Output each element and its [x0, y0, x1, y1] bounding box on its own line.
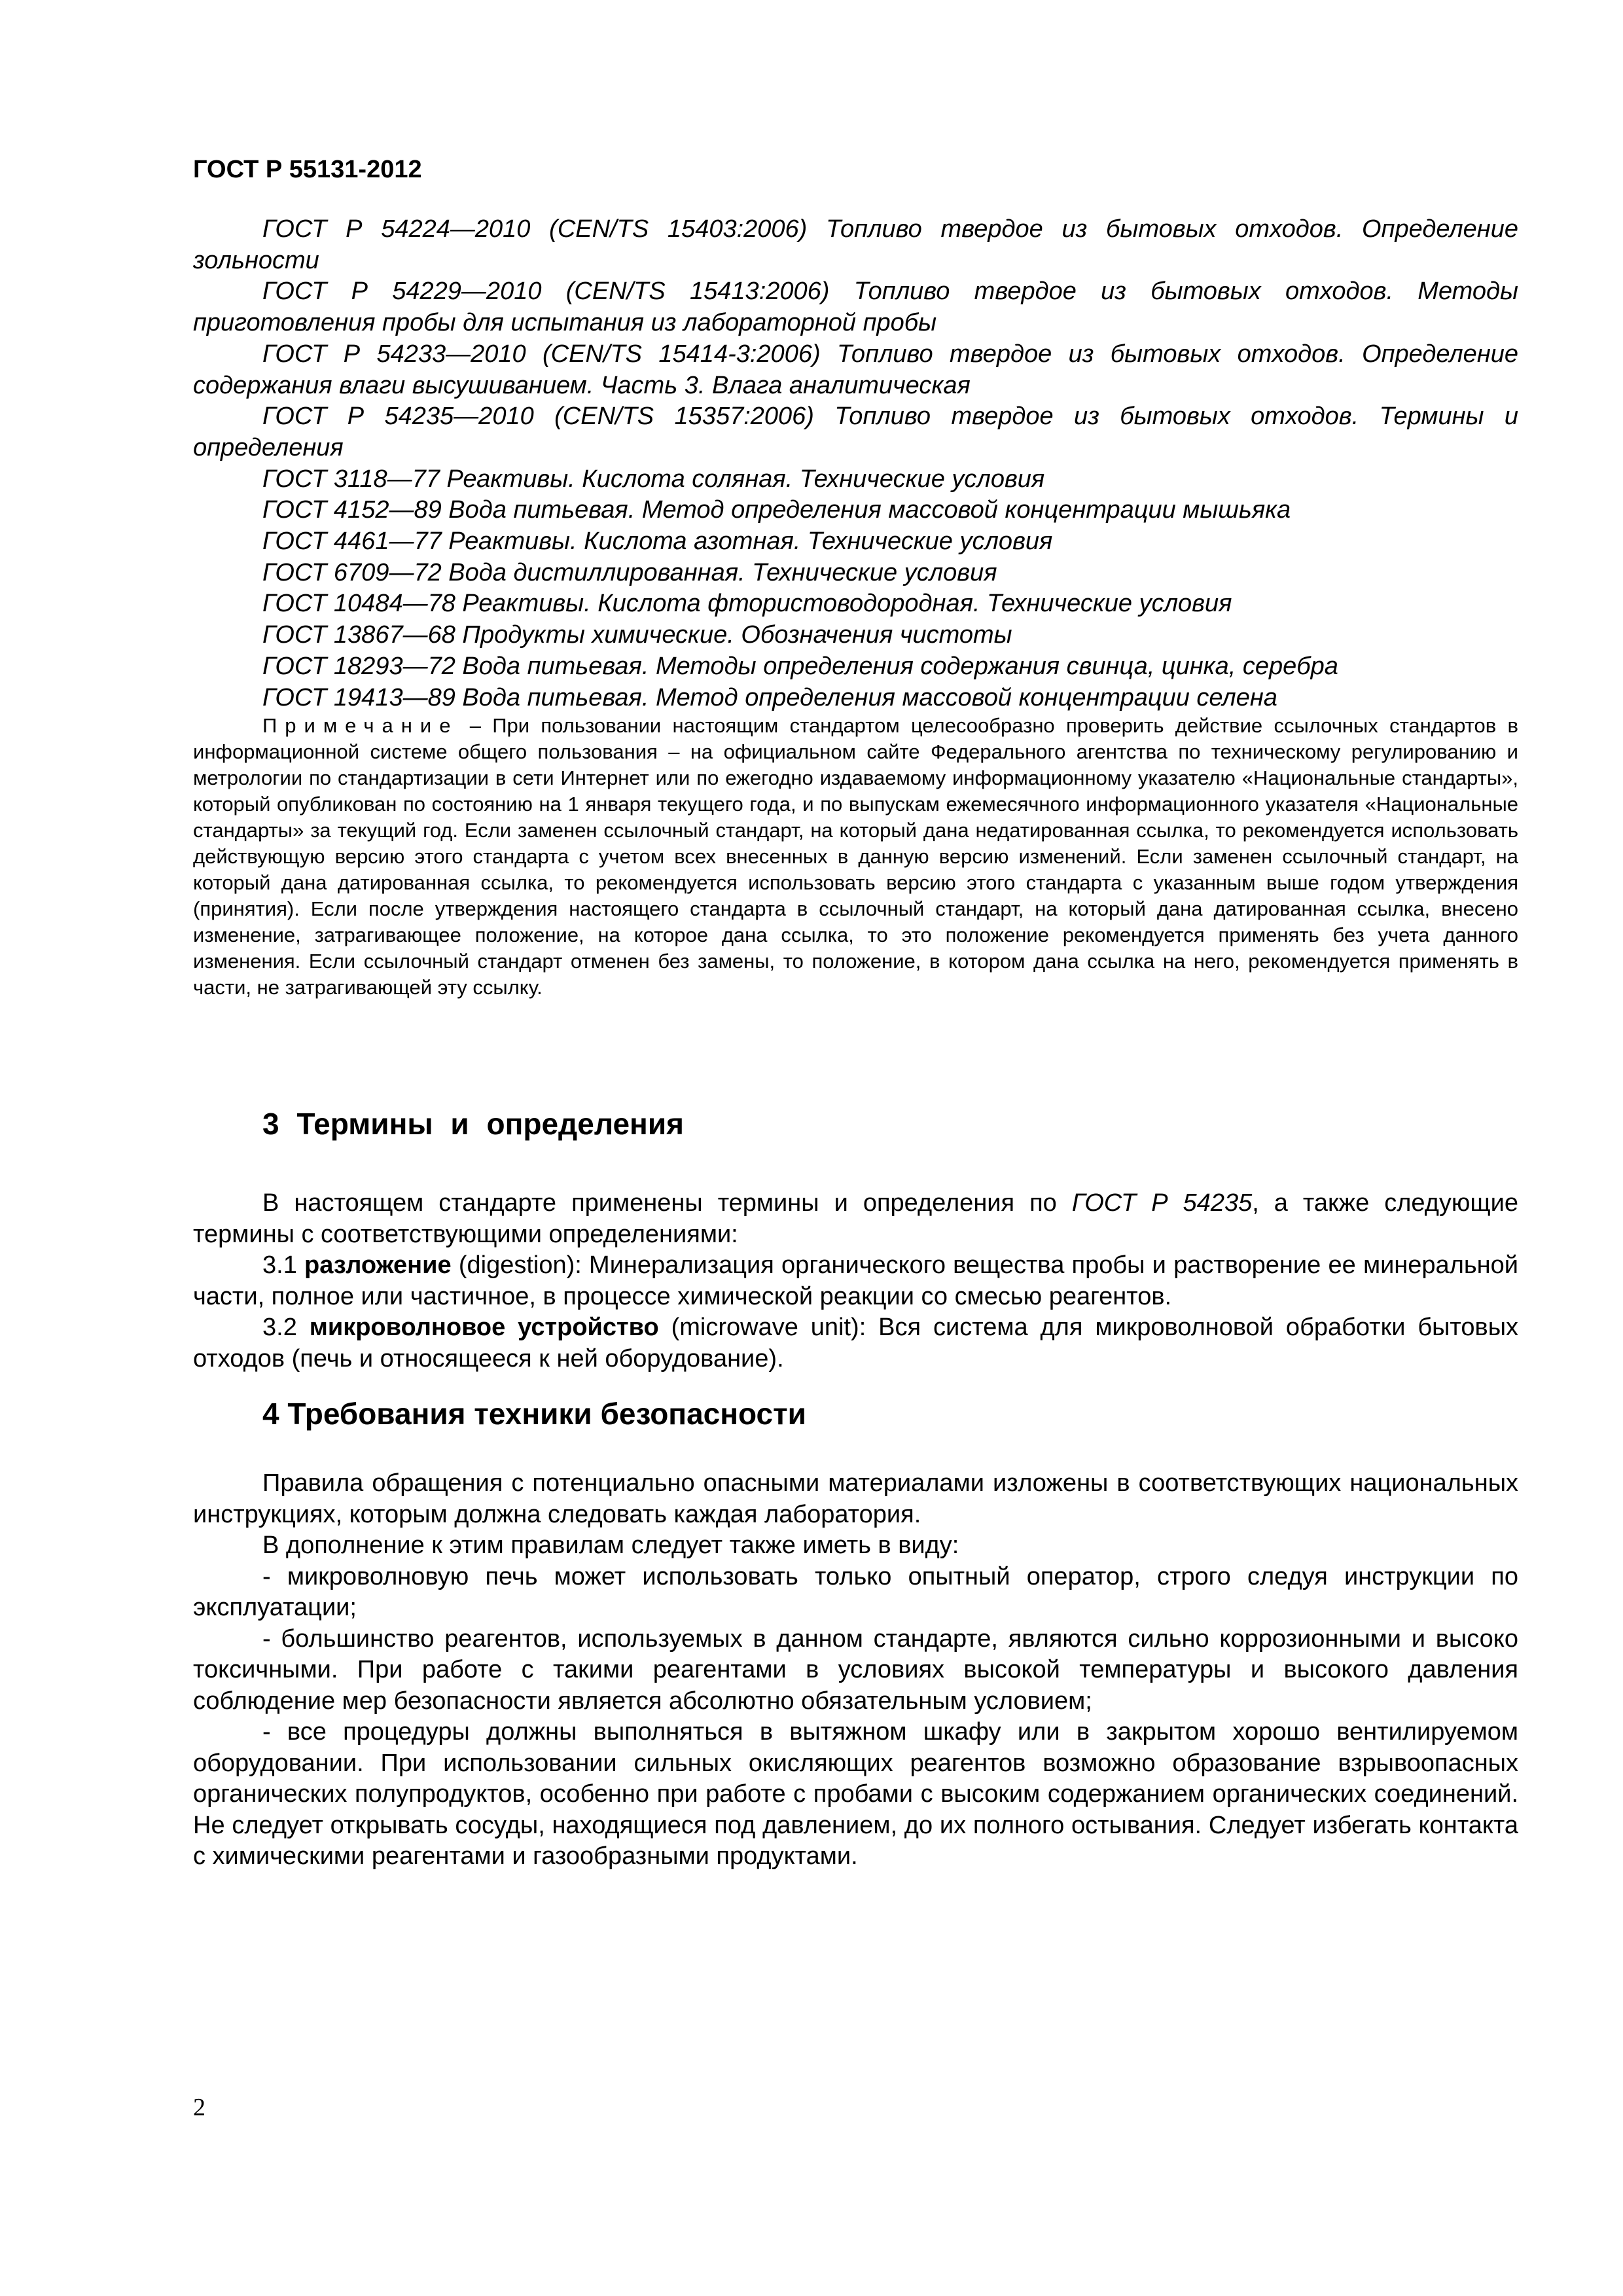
term-name: микроволновое устройство	[309, 1314, 659, 1341]
section-3-title-word: и	[450, 1107, 469, 1141]
term-definition	[193, 1250, 1518, 1312]
reference-item: ГОСТ 3118—77 Реактивы. Кислота соляная. Технические условия	[262, 465, 1045, 493]
term-english: (digestion):	[458, 1251, 582, 1279]
page-number: 2	[193, 2094, 205, 2121]
term-definition-text: Минерализация органического вещества пробы и растворение ее минеральной части, полное или частичное, в процессе химической реакции со смесью реагентов.	[193, 1251, 1519, 1310]
section-4-paragraph: Правила обращения с потенциально опасными материалами изложены в соответствующих национальных инструкциях, которым должна следовать каждая лаборатория.	[193, 1469, 1518, 1528]
reference-item: ГОСТ Р 54233—2010 (CEN/TS 15414-3:2006) Топливо твердое из бытовых отходов. Определение содержания влаги высушиванием. Часть 3. Влага аналитическая	[193, 340, 1518, 399]
reference-item: ГОСТ Р 54235—2010 (CEN/TS 15357:2006) Топливо твердое из бытовых отходов. Термины и определения	[193, 403, 1518, 461]
section-4-heading	[262, 1396, 806, 1431]
term-name: разложение	[304, 1251, 452, 1279]
reference-item: ГОСТ 18293—72 Вода питьевая. Методы определения содержания свинца, цинка, серебра	[262, 652, 1338, 680]
reference-item: ГОСТ 19413—89 Вода питьевая. Метод определения массовой концентрации селена	[262, 683, 1277, 711]
section-3-title-word: определения	[486, 1107, 684, 1141]
reference-item: ГОСТ 4461—77 Реактивы. Кислота азотная. Технические условия	[262, 528, 1053, 556]
intro-reference: ГОСТ Р 54235	[1071, 1189, 1253, 1217]
section-4-list-item: - все процедуры должны выполняться в вытяжном шкафу или в закрытом хорошо вентилируемом оборудовании. При использовании сильных окисляющих реагентов возможно образование взрывоопасных органических полупродуктов, особенно при работе с пробами с высоким содержанием органических соединений. Не следует открывать сосуды, находящиеся под давлением, до их полного остывания. Следует избегать контакта с химическими реагентами и газообразными продуктами.	[193, 1718, 1518, 1870]
section-3-title-word: Термины	[296, 1107, 433, 1141]
section-4-list-item: - микроволновую печь может использовать только опытный оператор, строго следуя инструкции по эксплуатации;	[193, 1562, 1518, 1621]
references-note	[193, 713, 1518, 1001]
note-label: Примечание	[262, 714, 459, 737]
reference-item: ГОСТ 4152—89 Вода питьевая. Метод определения массовой концентрации мышьяка	[262, 496, 1291, 524]
section-4-body	[193, 1468, 1518, 1873]
section-4-number: 4	[262, 1397, 279, 1431]
section-4-paragraph: В дополнение к этим правилам следует также иметь в виду:	[262, 1532, 959, 1559]
note-text: – При пользовании настоящим стандартом целесообразно проверить действие ссылочных стандартов в информационной системе общего пользования – на официальном сайте Федерального агентства по техническому регулированию и метрологии по стандартизации в сети Интернет или по ежегодно издаваемому информационному указателю «Национальные стандарты», который опубликован по состоянию на 1 января текущего года, и по выпускам ежемесячного информационного указателя «Национальные стандарты» за текущий год. Если заменен ссылочный стандарт, на который дана недатированная ссылка, то рекомендуется использовать действующую версию этого стандарта с учетом всех внесенных в данную версию изменений. Если заменен ссылочный стандарт, на который дана датированная ссылка, то рекомендуется использовать версию этого стандарта с указанным выше годом утверждения (принятия). Если после утверждения настоящего стандарта в ссылочный стандарт, на который дана датированная ссылка, внесено изменение, затрагивающее положение, на которое дана ссылка, то это положение рекомендуется применять без учета данного изменения. Если ссылочный стандарт отменен без замены, то положение, в котором дана ссылка на него, рекомендуется применять в части, не затрагивающей эту ссылку.	[193, 714, 1518, 999]
intro-text-end: , а также следующие термины с соответствующими определениями:	[193, 1189, 1518, 1248]
section-3-heading	[262, 1106, 684, 1141]
reference-item: ГОСТ 10484—78 Реактивы. Кислота фтористоводородная. Технические условия	[262, 590, 1232, 618]
term-definition	[193, 1312, 1518, 1374]
reference-item: ГОСТ 6709—72 Вода дистиллированная. Технические условия	[262, 558, 997, 586]
section-4-title: Требования техники безопасности	[287, 1397, 806, 1431]
reference-item: ГОСТ Р 54224—2010 (CEN/TS 15403:2006) Топливо твердое из бытовых отходов. Определение зольности	[193, 215, 1518, 274]
term-definition-text: Вся система для микроволновой обработки бытовых отходов (печь и относящееся к ней оборудование).	[193, 1314, 1519, 1372]
term-number: 3.2	[262, 1314, 297, 1341]
reference-item: ГОСТ 13867—68 Продукты химические. Обозначения чистоты	[262, 621, 1012, 649]
reference-item: ГОСТ Р 54229—2010 (CEN/TS 15413:2006) Топливо твердое из бытовых отходов. Методы приготовления пробы для испытания из лабораторной пробы	[193, 278, 1518, 337]
section-3-intro	[193, 1188, 1518, 1250]
document-header-code: ГОСТ Р 55131-2012	[193, 156, 422, 183]
intro-text: В настоящем стандарте применены термины и определения по	[262, 1189, 1057, 1217]
section-4-list-item: - большинство реагентов, используемых в данном стандарте, являются сильно коррозионными и высоко токсичными. При работе с такими реагентами в условиях высокой температуры и высокого давления соблюдение мер безопасности является абсолютно обязательным условием;	[193, 1624, 1518, 1715]
term-number: 3.1	[262, 1251, 297, 1279]
term-english: (microwave unit):	[671, 1314, 866, 1341]
section-3-body	[193, 1188, 1518, 1374]
references-list	[193, 214, 1518, 713]
section-3-number: 3	[262, 1107, 279, 1141]
